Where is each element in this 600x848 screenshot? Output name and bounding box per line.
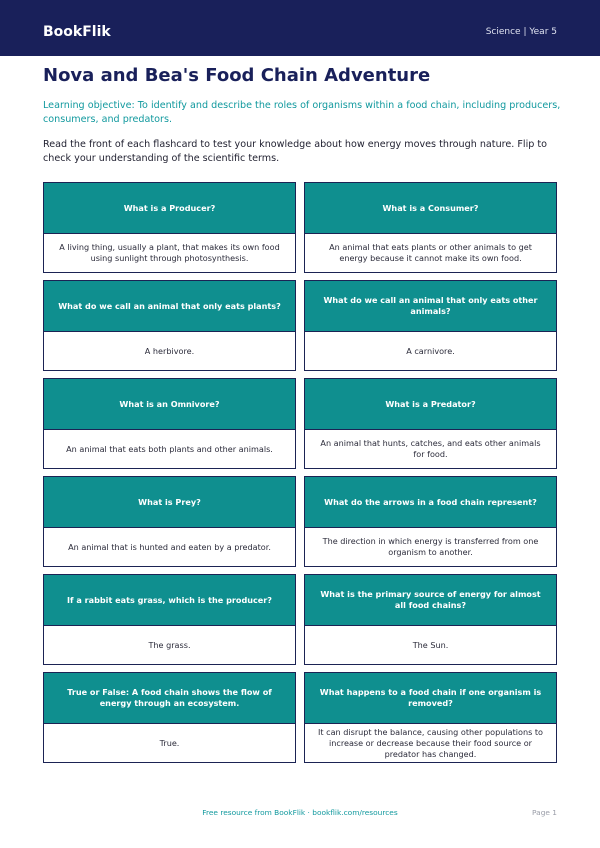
flashcard-front: What do the arrows in a food chain represent?: [305, 477, 556, 527]
flashcard-front: What do we call an animal that only eats other animals?: [305, 281, 556, 331]
flashcard[interactable]: [43, 574, 296, 665]
flashcard-back: The direction in which energy is transferred from one organism to another.: [305, 527, 556, 566]
flashcard-back: It can disrupt the balance, causing other populations to increase or decrease because their food source or predator has changed.: [305, 723, 556, 762]
flashcard[interactable]: [304, 378, 557, 469]
page-title: Nova and Bea's Food Chain Adventure: [43, 65, 431, 86]
flashcard[interactable]: [43, 378, 296, 469]
flashcard-back: The grass.: [44, 625, 295, 664]
flashcard-grid: [43, 182, 557, 763]
flashcard-front: What is the primary source of energy for almost all food chains?: [305, 575, 556, 625]
flashcard[interactable]: [304, 574, 557, 665]
flashcard-front: What is an Omnivore?: [44, 379, 295, 429]
page-footer: [0, 806, 600, 820]
flashcard-front: What is a Predator?: [305, 379, 556, 429]
flashcard-front: What is a Consumer?: [305, 183, 556, 233]
flashcard-front: What is a Producer?: [44, 183, 295, 233]
intro-text: Read the front of each flashcard to test your knowledge about how energy moves through nature. Flip to check your understanding of the scientific terms.: [43, 139, 547, 164]
flashcard[interactable]: [304, 280, 557, 371]
flashcard-front: What is Prey?: [44, 477, 295, 527]
page-header: [0, 0, 600, 56]
flashcard-back: An animal that is hunted and eaten by a predator.: [44, 527, 295, 566]
subject-year-label: Science | Year 5: [485, 27, 557, 37]
flashcard-back: A herbivore.: [44, 331, 295, 370]
flashcard[interactable]: [43, 672, 296, 763]
flashcard[interactable]: [304, 182, 557, 273]
flashcard-front: What happens to a food chain if one organism is removed?: [305, 673, 556, 723]
flashcard-back: A living thing, usually a plant, that makes its own food using sunlight through photosynthesis.: [44, 233, 295, 272]
flashcard-back: An animal that eats plants or other animals to get energy because it cannot make its own food.: [305, 233, 556, 272]
flashcard[interactable]: [304, 672, 557, 763]
flashcard[interactable]: [43, 280, 296, 371]
flashcard-front: If a rabbit eats grass, which is the producer?: [44, 575, 295, 625]
flashcard-front: True or False: A food chain shows the flow of energy through an ecosystem.: [44, 673, 295, 723]
flashcard-back: The Sun.: [305, 625, 556, 664]
page-number: Page 1: [532, 808, 557, 817]
footer-resource-link[interactable]: Free resource from BookFlik · bookflik.com/resources: [202, 808, 398, 817]
flashcard[interactable]: [43, 476, 296, 567]
flashcard-back: A carnivore.: [305, 331, 556, 370]
flashcard-front: What do we call an animal that only eats plants?: [44, 281, 295, 331]
brand-logo[interactable]: BookFlik: [43, 24, 111, 40]
flashcard[interactable]: [43, 182, 296, 273]
flashcard-back: An animal that hunts, catches, and eats other animals for food.: [305, 429, 556, 468]
flashcard[interactable]: [304, 476, 557, 567]
flashcard-back: True.: [44, 723, 295, 762]
flashcard-back: An animal that eats both plants and other animals.: [44, 429, 295, 468]
learning-objective: Learning objective: To identify and describe the roles of organisms within a food chain, including producers, consumers, and predators.: [43, 100, 561, 125]
